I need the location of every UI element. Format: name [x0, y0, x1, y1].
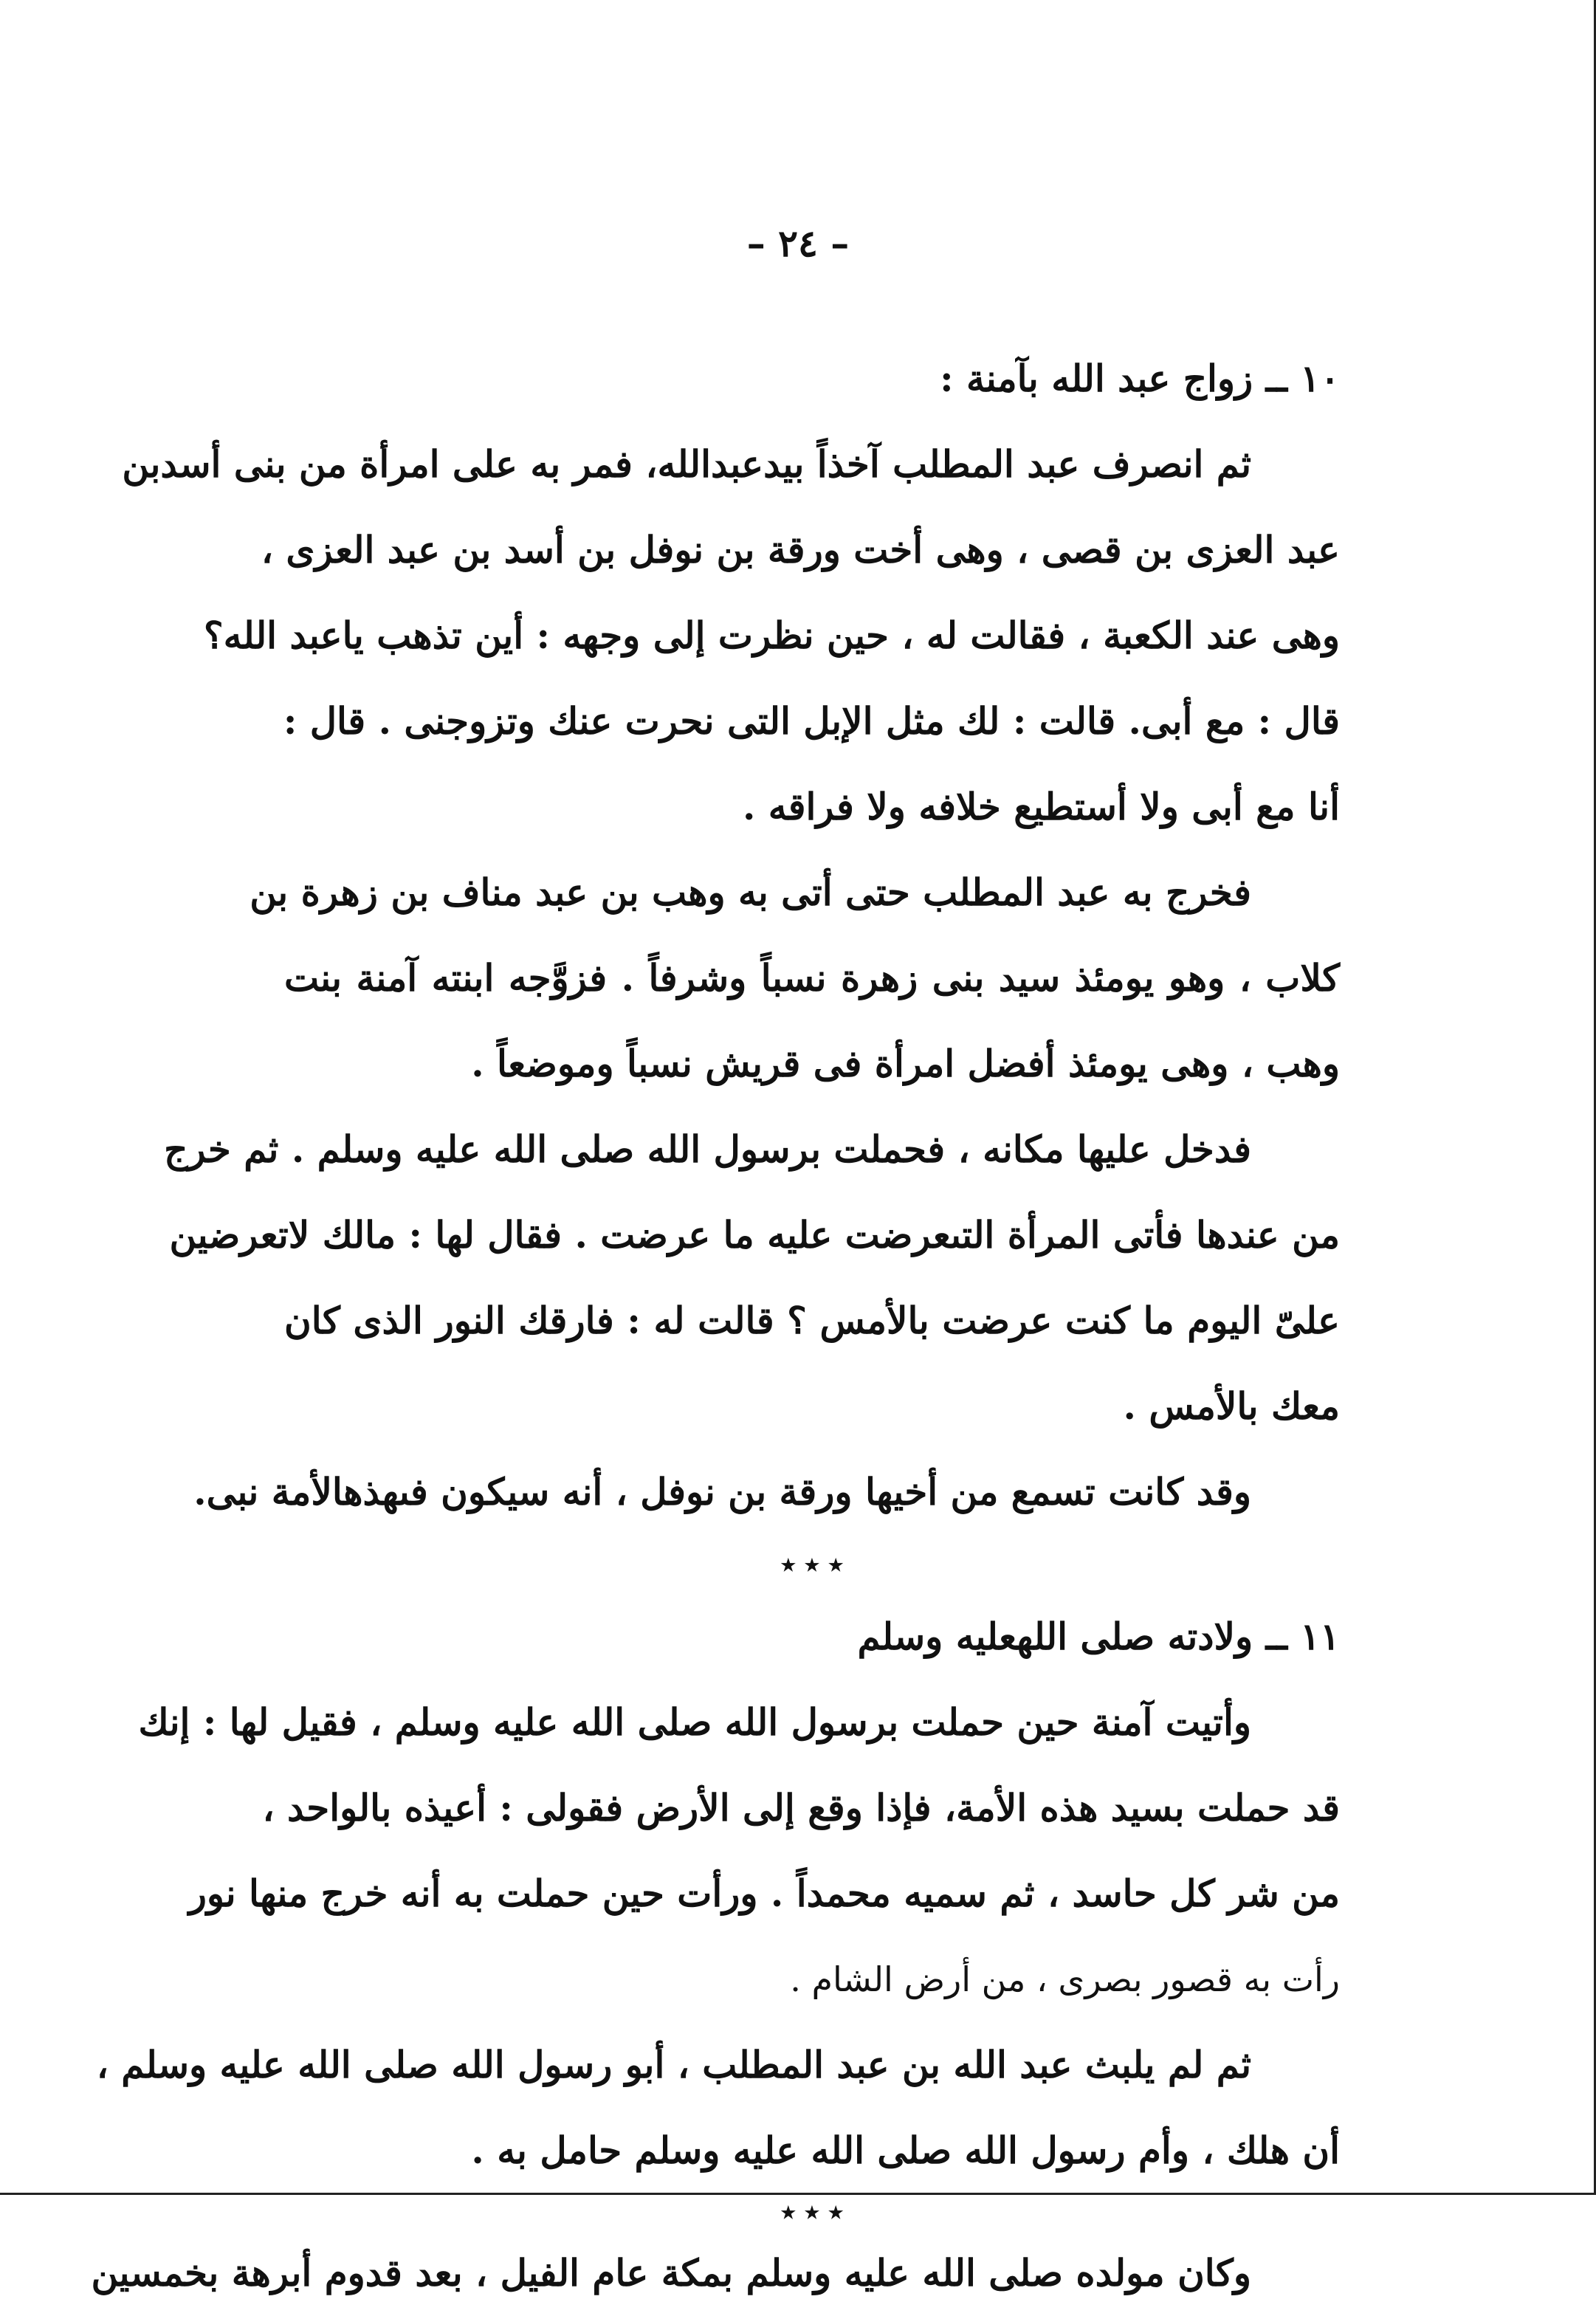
section-heading-11: ١١ ــ ولادته صلى اللهعليه وسلم: [857, 1615, 1340, 1658]
text-line: رأت به قصور بصرى ، من أرض الشام .: [790, 1959, 1340, 1999]
text-line: من عندها فأتى المرأة التىعرضت عليه ما عرضت . فقال لها : مالك لاتعرضين: [169, 1213, 1340, 1257]
text-line: معك بالأمس .: [1123, 1384, 1340, 1428]
text-line: وهى عند الكعبة ، فقالت له ، حين نظرت إلى وجهه : أين تذهب ياعبد الله؟: [204, 614, 1340, 657]
text-line: من شر كل حاسد ، ثم سميه محمداً . ورأت حين حملت به أنه خرج منها نور: [188, 1872, 1340, 1915]
text-line: وكان مولده صلى الله عليه وسلم بمكة عام الفيل ، بعد قدوم أبرهة بخمسين: [91, 2251, 1251, 2295]
text-line: فدخل عليها مكانه ، فحملت برسول الله صلى الله عليه وسلم . ثم خرج: [164, 1127, 1251, 1171]
text-line: أن هلك ، وأم رسول الله صلى الله عليه وسلم حامل به .: [471, 2128, 1340, 2172]
text-line: وقد كانت تسمع من أخيها ورقة بن نوفل ، أنه سيكون فىهذهالأمة نبى.: [193, 1470, 1251, 1513]
scan-border-bottom: [0, 2193, 1596, 2195]
page-number: – ٢٤ –: [746, 221, 850, 265]
text-line: ثم انصرف عبد المطلب آخذاً بيدعبدالله، فمر به على امرأة من بنى أسدبن: [122, 442, 1251, 486]
section-separator: ٭ ٭ ٭: [781, 2196, 843, 2227]
section-separator: ٭ ٭ ٭: [781, 1549, 843, 1580]
text-line: كلاب ، وهو يومئذ سيد بنى زهرة نسباً وشرفاً . فزوَّجه ابنته آمنة بنت: [284, 956, 1340, 1000]
text-line: علىّ اليوم ما كنت عرضت بالأمس ؟ قالت له : فارقك النور الذى كان: [284, 1299, 1340, 1342]
section-heading-10: ١٠ ــ زواج عبد الله بآمنة :: [940, 357, 1340, 400]
page-body: [91, 336, 1340, 2316]
text-line: وأتيت آمنة حين حملت برسول الله صلى الله عليه وسلم ، فقيل لها : إنك: [138, 1700, 1251, 1744]
text-line: قد حملت بسيد هذه الأمة، فإذا وقع إلى الأرض فقولى : أعيذه بالواحد ،: [262, 1786, 1340, 1829]
text-line: عبد العزى بن قصى ، وهى أخت ورقة بن نوفل بن أسد بن عبد العزى ،: [261, 528, 1340, 571]
text-line: قال : مع أبى. قالت : لك مثل الإبل التى نحرت عنك وتزوجنى . قال :: [283, 699, 1340, 743]
text-line: أنا مع أبى ولا أستطيع خلافه ولا فراقه .: [742, 785, 1340, 828]
text-line: ثم لم يلبث عبد الله بن عبد المطلب ، أبو رسول الله صلى الله عليه وسلم ،: [96, 2043, 1251, 2086]
text-line: فخرج به عبد المطلب حتى أتى به وهب بن عبد مناف بن زهرة بن: [250, 870, 1251, 914]
text-line: وهب ، وهى يومئذ أفضل امرأة فى قريش نسباً وموضعاً .: [471, 1042, 1340, 1085]
